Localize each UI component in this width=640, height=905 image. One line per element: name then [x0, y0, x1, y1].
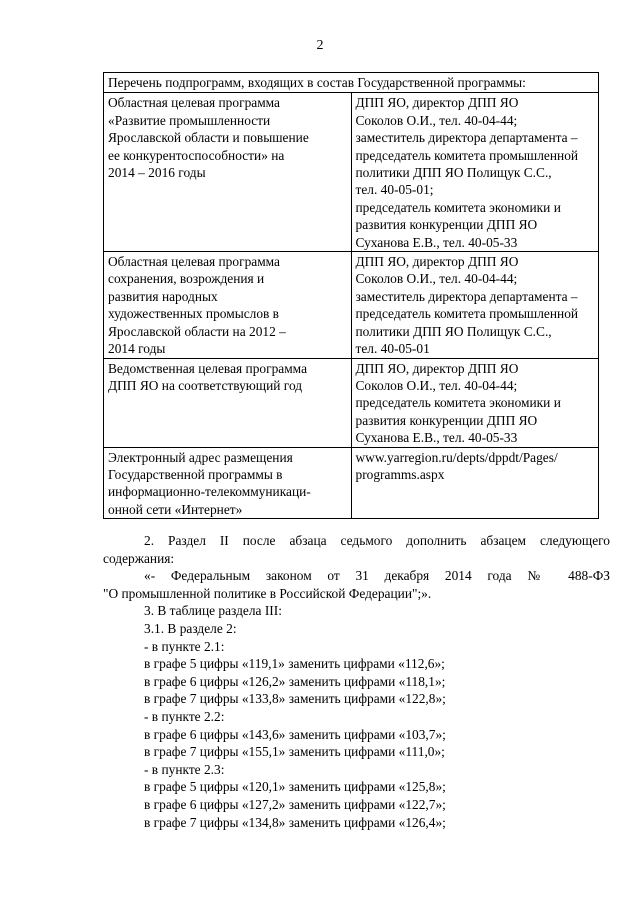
paragraph: 3.1. В разделе 2: — [144, 620, 237, 636]
cell-line: Ярославской области на 2012 – — [108, 323, 286, 339]
table-row — [104, 447, 599, 519]
cell-line: развития конкуренции ДПП ЯО — [355, 217, 538, 233]
cell-line: Ярославской области и повышение — [108, 130, 309, 146]
cell-line: онной сети «Интернет» — [108, 501, 243, 517]
paragraph: содержания: — [103, 550, 175, 566]
cell-line: ДПП ЯО, директор ДПП ЯО — [355, 254, 519, 270]
cell-line: развития конкуренции ДПП ЯО — [355, 412, 538, 428]
paragraph: «- Федеральным законом от 31 декабря 2014 года № 488-ФЗ — [144, 568, 610, 584]
contacts-cell — [351, 358, 599, 447]
cell-line: заместитель директора департамента – — [355, 288, 578, 304]
cell-line: Суханова Е.В., тел. 40-05-33 — [355, 234, 518, 250]
cell-line: «Развитие промышленности — [108, 112, 271, 128]
cell-line: развития народных — [108, 288, 218, 304]
paragraph: в графе 7 цифры «155,1» заменить цифрами «111,0»; — [144, 744, 445, 760]
paragraph: "О промышленной политике в Российской Федерации";». — [103, 585, 432, 601]
cell-line: ее конкурентоспособности» на — [108, 147, 285, 163]
cell-line: Ведомственная целевая программа — [108, 360, 308, 376]
cell-line: Государственной программы в — [108, 466, 283, 482]
cell-line: Областная целевая программа — [108, 95, 281, 111]
program-name-cell — [104, 93, 352, 252]
paragraph: в графе 6 цифры «143,6» заменить цифрами «103,7»; — [144, 726, 446, 742]
program-name-cell — [104, 447, 352, 519]
subprograms-table — [103, 72, 599, 519]
paragraph: в графе 7 цифры «134,8» заменить цифрами «126,4»; — [144, 814, 446, 830]
table-row — [104, 93, 599, 252]
cell-line: programms.aspx — [355, 466, 445, 482]
cell-line: председатель комитета экономики и — [355, 199, 561, 215]
paragraph: - в пункте 2.1: — [144, 638, 225, 654]
cell-line: политики ДПП ЯО Полищук С.С., — [355, 165, 552, 181]
cell-line: Областная целевая программа — [108, 254, 281, 270]
cell-line: председатель комитета экономики и — [355, 395, 561, 411]
cell-line: ДПП ЯО на соответствующий год — [108, 377, 303, 393]
cell-line: ДПП ЯО, директор ДПП ЯО — [355, 95, 519, 111]
cell-line: сохранения, возрождения и — [108, 271, 265, 287]
cell-line: тел. 40-05-01 — [355, 341, 430, 357]
paragraph: 2. Раздел II после абзаца седьмого дополнить абзацем следующего — [144, 533, 610, 548]
table-header: Перечень подпрограмм, входящих в состав Государственной программы: — [104, 73, 599, 93]
cell-line: Суханова Е.В., тел. 40-05-33 — [355, 430, 518, 446]
program-name-cell — [104, 252, 352, 358]
cell-line: информационно-телекоммуникаци- — [108, 484, 311, 500]
program-name-cell — [104, 358, 352, 447]
cell-line: политики ДПП ЯО Полищук С.С., — [355, 323, 552, 339]
paragraph: в графе 5 цифры «120,1» заменить цифрами «125,8»; — [144, 779, 446, 795]
page-number: 2 — [316, 38, 324, 53]
cell-line: ДПП ЯО, директор ДПП ЯО — [355, 360, 519, 376]
paragraph: - в пункте 2.2: — [144, 708, 225, 724]
paragraph: в графе 5 цифры «119,1» заменить цифрами «112,6»; — [144, 656, 445, 672]
contacts-cell — [351, 93, 599, 252]
table-row — [104, 252, 599, 358]
cell-line: художественных промыслов в — [108, 306, 280, 322]
paragraph: в графе 7 цифры «133,8» заменить цифрами «122,8»; — [144, 691, 446, 707]
cell-line: Соколов О.И., тел. 40-04-44; — [355, 112, 518, 128]
table-header-row — [104, 73, 599, 93]
paragraph: в графе 6 цифры «127,2» заменить цифрами «122,7»; — [144, 796, 446, 812]
cell-line: 2014 – 2016 годы — [108, 165, 206, 181]
amendments-text — [103, 532, 610, 831]
cell-line: Соколов О.И., тел. 40-04-44; — [355, 271, 518, 287]
table-row — [104, 358, 599, 447]
cell-line: председатель комитета промышленной — [355, 147, 579, 163]
paragraph: - в пункте 2.3: — [144, 761, 225, 777]
cell-line: председатель комитета промышленной — [355, 306, 579, 322]
contacts-cell — [351, 252, 599, 358]
cell-line: 2014 годы — [108, 341, 166, 357]
website-cell — [351, 447, 599, 519]
cell-line: Соколов О.И., тел. 40-04-44; — [355, 377, 518, 393]
cell-line: тел. 40-05-01; — [355, 182, 434, 198]
cell-line: Электронный адрес размещения — [108, 449, 293, 465]
cell-line: www.yarregion.ru/depts/dppdt/Pages/ — [355, 449, 558, 465]
cell-line: заместитель директора департамента – — [355, 130, 578, 146]
paragraph: в графе 6 цифры «126,2» заменить цифрами «118,1»; — [144, 673, 446, 689]
paragraph: 3. В таблице раздела III: — [144, 603, 282, 619]
